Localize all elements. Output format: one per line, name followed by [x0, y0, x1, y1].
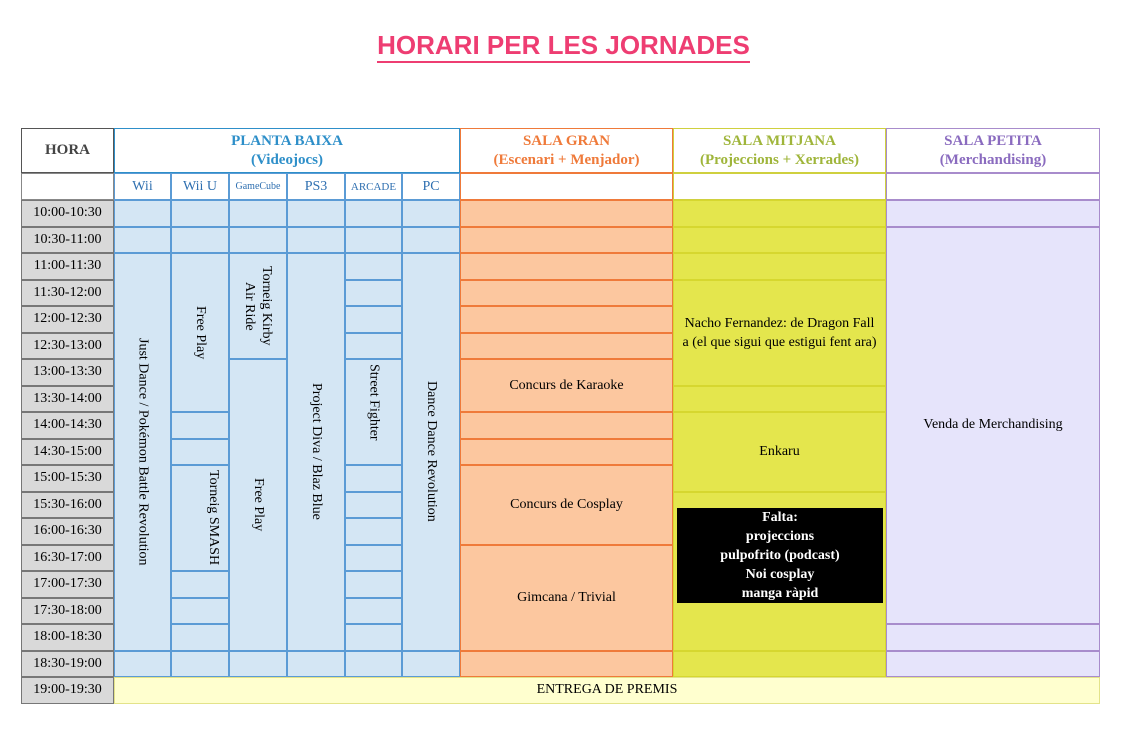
- empty-cell: [171, 651, 229, 678]
- empty-cell: [460, 651, 673, 678]
- empty-cell: [171, 439, 229, 466]
- empty-cell: [673, 227, 886, 254]
- console-wii-u: [171, 173, 229, 200]
- time-slot-label: 11:00-11:30: [33, 258, 102, 274]
- event-wiiu-freeplay: [171, 253, 229, 412]
- event-gc-kirby-label: Torneig Kirby Air Ride: [242, 266, 274, 346]
- event-gc-freeplay-label: Free Play: [251, 478, 266, 532]
- time-slot: [21, 571, 114, 598]
- event-gc-freeplay: [229, 359, 287, 651]
- time-slot: [21, 677, 114, 704]
- event-wii: [114, 253, 171, 651]
- time-slot: [21, 545, 114, 572]
- console-ps3: [287, 173, 345, 200]
- empty-cell: [345, 545, 402, 572]
- sala-gran-header: [460, 128, 673, 173]
- time-slot: [21, 598, 114, 625]
- time-slot: [21, 518, 114, 545]
- event-wiiu-freeplay-label: Free Play: [193, 305, 208, 360]
- console-gamecube: [229, 173, 287, 200]
- event-arcade-label: Street Fighter: [366, 364, 382, 441]
- console-label: ARCADE: [350, 180, 397, 193]
- empty-cell: [345, 571, 402, 598]
- planta-baixa-header: [114, 128, 460, 173]
- empty-cell: [345, 333, 402, 360]
- console-label: PS3: [304, 178, 328, 194]
- empty-cell: [345, 227, 402, 254]
- time-slot: [21, 253, 114, 280]
- event-cosplay-label: Concurs de Cosplay: [510, 496, 623, 512]
- empty-cell: [345, 624, 402, 651]
- time-slot-label: 17:30-18:00: [33, 602, 102, 618]
- time-slot: [21, 386, 114, 413]
- time-slot: [21, 200, 114, 227]
- time-slot-label: 15:00-15:30: [33, 470, 102, 486]
- empty-cell: [402, 200, 460, 227]
- time-slot-label: 16:30-17:00: [33, 549, 102, 565]
- event-pc: [402, 253, 460, 651]
- console-wii: [114, 173, 171, 200]
- empty-cell: [886, 624, 1100, 651]
- event-enkaru-label: Enkaru: [759, 443, 800, 459]
- event-pc-label: Dance Dance Revolution: [424, 381, 439, 523]
- sala-petita-header-name: SALA PETITA: [944, 132, 1042, 149]
- sala-mitjana-header-name: SALA MITJANA: [723, 132, 836, 149]
- event-wii-label: Just Dance / Pokémon Battle Revolution: [135, 338, 151, 566]
- sala-gran-header-name: SALA GRAN: [522, 132, 611, 149]
- event-karaoke-label: Concurs de Karaoke: [509, 377, 624, 393]
- empty-cell: [345, 465, 402, 492]
- console-label: PC: [422, 178, 440, 194]
- empty-cell: [171, 571, 229, 598]
- time-slot-label: 10:30-11:00: [33, 231, 102, 247]
- time-slot: [21, 333, 114, 360]
- empty-cell: [171, 227, 229, 254]
- event-ps3: [287, 253, 345, 651]
- empty-cell: [114, 227, 171, 254]
- schedule-table: [21, 128, 1100, 706]
- empty-cell: [673, 651, 886, 678]
- empty-cell: [886, 200, 1100, 227]
- time-slot-label: 16:00-16:30: [33, 523, 102, 539]
- sala-mitjana-header-sub: (Projeccions + Xerrades): [699, 151, 860, 168]
- empty-cell: [460, 306, 673, 333]
- empty-cell: [229, 651, 287, 678]
- event-merch-label: Venda de Merchandising: [923, 417, 1063, 433]
- empty-cell: [171, 598, 229, 625]
- empty-cell: [171, 412, 229, 439]
- time-slot: [21, 624, 114, 651]
- time-slot-label: 11:30-12:00: [33, 284, 102, 300]
- empty-cell: [345, 253, 402, 280]
- sala-petita-subheader: [886, 173, 1100, 200]
- time-slot-label: 10:00-10:30: [33, 205, 102, 221]
- event-nacho-label: Nacho Fernandez: de Dragon Fall a (el que sigui que estigui fent ara): [682, 315, 877, 350]
- empty-cell: [460, 200, 673, 227]
- event-ps3-label: Project Diva / Blaz Blue: [309, 383, 324, 521]
- time-slot: [21, 412, 114, 439]
- time-slot: [21, 439, 114, 466]
- planta-baixa-header-sub: (Videojocs): [251, 151, 323, 168]
- sala-mitjana-subheader: [673, 173, 886, 200]
- time-slot: [21, 465, 114, 492]
- event-gc-kirby: [229, 253, 287, 359]
- pending-item: projeccions: [745, 529, 815, 544]
- empty-cell: [229, 200, 287, 227]
- empty-cell: [171, 200, 229, 227]
- time-slot-label: 13:30-14:00: [33, 390, 102, 406]
- time-slot-label: 13:00-13:30: [33, 364, 102, 380]
- sala-gran-header-sub: (Escenari + Menjador): [493, 151, 640, 168]
- time-slot: [21, 280, 114, 307]
- time-slot: [21, 359, 114, 386]
- event-gimcana: [460, 545, 673, 651]
- hora-subheader: [21, 173, 114, 200]
- empty-cell: [287, 651, 345, 678]
- empty-cell: [460, 253, 673, 280]
- empty-cell: [402, 651, 460, 678]
- empty-cell: [673, 386, 886, 413]
- empty-cell: [886, 651, 1100, 678]
- time-slot-label: 17:00-17:30: [33, 576, 102, 592]
- empty-cell: [287, 227, 345, 254]
- time-slot-label: 12:30-13:00: [33, 337, 102, 353]
- empty-cell: [229, 227, 287, 254]
- event-nacho: [673, 280, 886, 386]
- time-slot: [21, 651, 114, 678]
- console-label: Wii: [132, 178, 153, 194]
- event-cosplay: [460, 465, 673, 545]
- event-karaoke: [460, 359, 673, 412]
- empty-cell: [460, 280, 673, 307]
- empty-cell: [345, 518, 402, 545]
- event-wiiu-smash-label: Torneig SMASH: [206, 470, 221, 566]
- time-slot-label: 12:00-12:30: [33, 311, 102, 327]
- empty-cell: [402, 227, 460, 254]
- time-slot-label: 14:00-14:30: [33, 417, 102, 433]
- event-premis-label: ENTREGA DE PREMIS: [536, 682, 678, 698]
- empty-cell: [460, 439, 673, 466]
- time-slot-label: 18:00-18:30: [33, 629, 102, 645]
- empty-cell: [460, 227, 673, 254]
- pending-item: pulpofrito (podcast): [720, 548, 840, 563]
- empty-cell: [345, 492, 402, 519]
- empty-cell: [345, 306, 402, 333]
- time-slot: [21, 492, 114, 519]
- event-enkaru: [673, 412, 886, 492]
- sala-petita-header: [886, 128, 1100, 173]
- empty-cell: [345, 651, 402, 678]
- time-slot: [21, 227, 114, 254]
- empty-cell: [114, 200, 171, 227]
- time-slot: [21, 306, 114, 333]
- page-title: HORARI PER LES JORNADES: [0, 30, 1127, 61]
- event-gimcana-label: Gimcana / Trivial: [517, 589, 616, 605]
- time-slot-label: 14:30-15:00: [33, 443, 102, 459]
- empty-cell: [171, 624, 229, 651]
- empty-cell: [673, 200, 886, 227]
- hora-header-label: HORA: [45, 142, 90, 158]
- sala-gran-subheader: [460, 173, 673, 200]
- empty-cell: [673, 253, 886, 280]
- event-premis: [114, 677, 1100, 704]
- empty-cell: [345, 200, 402, 227]
- planta-baixa-header-name: PLANTA BAIXA: [231, 132, 343, 149]
- console-label: GameCube: [235, 181, 281, 192]
- pending-items-box: [677, 508, 883, 603]
- empty-cell: [345, 280, 402, 307]
- console-arcade: [345, 173, 402, 200]
- pending-item: manga ràpid: [741, 586, 819, 601]
- empty-cell: [114, 651, 171, 678]
- time-slot-label: 15:30-16:00: [33, 496, 102, 512]
- event-merch: [886, 227, 1100, 625]
- empty-cell: [460, 333, 673, 360]
- sala-petita-header-sub: (Merchandising): [939, 151, 1047, 168]
- empty-cell: [345, 598, 402, 625]
- hora-header: [21, 128, 114, 173]
- time-slot-label: 18:30-19:00: [33, 655, 102, 671]
- console-pc: [402, 173, 460, 200]
- console-label: Wii U: [182, 178, 218, 194]
- event-arcade: [345, 359, 402, 465]
- pending-items-title: Falta:: [762, 510, 798, 525]
- empty-cell: [287, 200, 345, 227]
- sala-mitjana-header: [673, 128, 886, 173]
- event-wiiu-smash: [171, 465, 229, 571]
- time-slot-label: 19:00-19:30: [33, 682, 102, 698]
- empty-cell: [460, 412, 673, 439]
- pending-item: Noi cosplay: [745, 567, 815, 582]
